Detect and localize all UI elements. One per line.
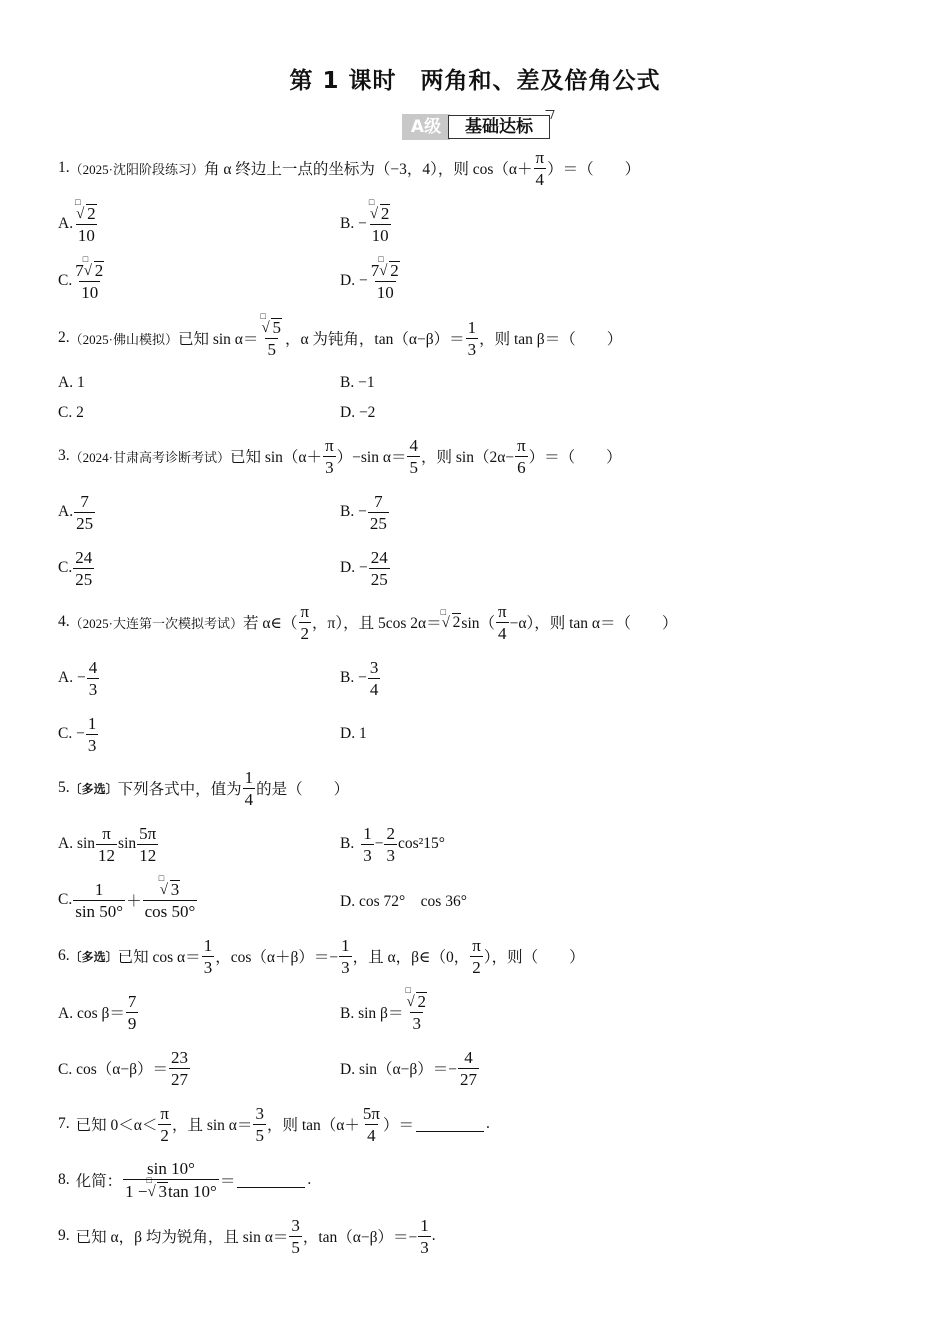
q9-text: . xyxy=(431,1227,436,1244)
option-label: A. xyxy=(58,503,74,520)
sqrt-2 xyxy=(405,985,427,1011)
frac xyxy=(404,985,429,1033)
q4-option-a xyxy=(58,656,100,700)
frac-den: 3 xyxy=(386,845,395,865)
frac-den: 3 xyxy=(467,339,477,359)
frac xyxy=(369,549,390,588)
sq-mark: □ xyxy=(146,1175,152,1185)
frac-den: 5 xyxy=(409,457,418,477)
frac-den: 3 xyxy=(341,957,350,977)
frac-den: 10 xyxy=(376,283,394,302)
option-label: B. − xyxy=(340,669,367,686)
frac-num: π xyxy=(325,435,334,455)
frac xyxy=(259,311,284,359)
frac-num: 2 xyxy=(386,823,395,843)
frac-den: 3 xyxy=(203,957,213,977)
question-9 xyxy=(58,1214,436,1258)
q6-text: ），则（ ） xyxy=(483,949,585,966)
frac xyxy=(73,549,94,588)
q1-option-d xyxy=(340,254,403,303)
frac xyxy=(73,254,106,302)
option-label: B. sin β＝ xyxy=(340,1005,404,1022)
option-text: cos²15° xyxy=(397,835,445,852)
frac xyxy=(407,437,420,476)
frac-den: 4 xyxy=(369,679,379,699)
q4-text: −α），则 tan α＝（ ） xyxy=(509,615,678,632)
q4-text: ，π），且 5cos 2α＝ xyxy=(312,615,442,632)
sqrt-2 xyxy=(82,254,105,280)
q2-text: ，则 tan β＝（ ） xyxy=(479,331,623,348)
sq-mark: □ xyxy=(158,873,165,883)
frac-den: 25 xyxy=(369,513,387,533)
frac xyxy=(158,1105,171,1144)
frac-den: 3 xyxy=(87,735,97,755)
q3-text: ，则 sin（2α− xyxy=(420,449,515,466)
frac xyxy=(361,825,374,864)
frac-den: 5 xyxy=(267,340,276,359)
frac-num: 23 xyxy=(171,1047,188,1067)
option-text: ＋ xyxy=(126,893,142,910)
q4-source: （2025·大连第一次模拟考试） xyxy=(69,615,243,631)
question-4 xyxy=(58,600,678,644)
option-label: C. cos（α−β）＝ xyxy=(58,1061,168,1078)
frac xyxy=(515,437,528,476)
q8-text: 化简： xyxy=(75,1173,123,1190)
q9-text: ，tan（α−β）＝− xyxy=(302,1229,418,1246)
q3-option-b xyxy=(340,490,390,534)
frac-den: 9 xyxy=(127,1013,137,1033)
frac-num: 5π xyxy=(362,1103,380,1123)
sq-mark: □ xyxy=(260,311,266,321)
frac-num: 1 xyxy=(94,879,104,899)
frac-num: 24 xyxy=(370,547,388,567)
frac-den: 2 xyxy=(160,1125,169,1145)
q5-option-b xyxy=(340,822,445,866)
frac-den: 4 xyxy=(367,1125,376,1145)
frac-den: 3 xyxy=(412,1014,421,1033)
q3-option-d xyxy=(340,546,391,590)
frac-num: 1 xyxy=(203,935,213,955)
frac xyxy=(74,493,95,532)
frac-den: 25 xyxy=(76,513,94,533)
q7-number: 7. xyxy=(58,1115,70,1132)
frac xyxy=(369,254,402,302)
q2-option-d: D. −2 xyxy=(340,404,376,421)
option-label: B. − xyxy=(340,503,367,520)
option-label: C. xyxy=(58,272,73,289)
q4-number: 4. xyxy=(58,613,70,630)
sqrt-icon: √ xyxy=(76,206,85,222)
frac-num: π xyxy=(472,935,481,955)
frac xyxy=(368,197,393,245)
option-label: A. xyxy=(58,215,74,232)
sqrt-icon: √ xyxy=(406,994,415,1010)
q8-text: ＝ xyxy=(219,1173,236,1190)
q7-text: ）＝ xyxy=(382,1117,414,1134)
frac-den: 2 xyxy=(300,623,309,643)
sq-mark: □ xyxy=(82,254,89,264)
frac-den: 5 xyxy=(255,1125,264,1145)
frac-num: 3 xyxy=(255,1103,264,1123)
sqrt-icon: √ xyxy=(261,320,270,336)
option-label: A. sin xyxy=(58,835,96,852)
den-part: tan 10° xyxy=(167,1182,217,1201)
q6-text: ，cos（α＋β）＝− xyxy=(215,949,339,966)
question-3 xyxy=(58,434,622,478)
radicand: 5 xyxy=(272,318,281,337)
q4-option-d: D. 1 xyxy=(340,725,367,742)
sqrt-icon: √ xyxy=(379,263,388,279)
frac xyxy=(169,1049,190,1088)
q2-option-a: A. 1 xyxy=(58,374,85,391)
option-label: B. xyxy=(340,835,355,852)
radicand: 3 xyxy=(158,1182,167,1201)
radicand: 2 xyxy=(380,204,390,223)
option-text: − xyxy=(374,835,384,852)
q1-option-a xyxy=(58,197,100,246)
frac xyxy=(202,937,215,976)
q7-text: 已知 0＜α＜ xyxy=(75,1117,158,1134)
option-label: B. − xyxy=(340,215,367,232)
radicand: 3 xyxy=(170,880,180,899)
frac xyxy=(361,1105,382,1144)
frac xyxy=(123,1160,219,1200)
sq-mark: □ xyxy=(368,197,375,207)
frac-den: 12 xyxy=(139,845,157,865)
q7-text: . xyxy=(485,1115,490,1132)
frac-num: 7 xyxy=(127,991,137,1011)
q2-option-b: B. −1 xyxy=(340,374,375,391)
q9-number: 9. xyxy=(58,1227,70,1244)
option-label: C. − xyxy=(58,725,85,742)
frac xyxy=(458,1049,479,1088)
q1-text: 角 α 终边上一点的坐标为（−3，4），则 cos（α＋ xyxy=(203,161,533,178)
frac xyxy=(289,1217,302,1256)
frac xyxy=(243,769,256,808)
q6-text: 已知 cos α＝ xyxy=(117,949,201,966)
question-5 xyxy=(58,766,349,810)
frac xyxy=(339,937,352,976)
page-title: 第 1 课时 两角和、差及倍角公式 xyxy=(289,68,661,94)
q3-text: ）＝（ ） xyxy=(528,449,622,466)
frac xyxy=(137,825,158,864)
frac xyxy=(96,825,117,864)
sqrt-3 xyxy=(158,873,181,899)
frac-num: 4 xyxy=(88,657,98,677)
frac-num: 4 xyxy=(409,435,418,455)
frac-den: 6 xyxy=(517,457,526,477)
q1-frac-pi-4 xyxy=(534,149,547,188)
radicand: 2 xyxy=(417,992,426,1011)
question-7 xyxy=(58,1102,490,1146)
radicand: 2 xyxy=(452,613,461,631)
question-1 xyxy=(58,146,640,190)
frac-den: 10 xyxy=(77,226,95,245)
frac-den: 25 xyxy=(75,569,93,589)
frac-num: 1 xyxy=(467,317,477,337)
answer-blank[interactable] xyxy=(237,1173,305,1188)
q5-multi-tag: 〔多选〕 xyxy=(69,781,118,796)
frac-den: 10 xyxy=(371,226,389,245)
q2-source: （2025·佛山模拟） xyxy=(69,331,178,347)
frac xyxy=(496,603,509,642)
q6-option-d xyxy=(340,1046,480,1090)
q6-number: 6. xyxy=(58,947,70,964)
coef: 7 xyxy=(370,261,380,280)
frac-num: 3 xyxy=(369,657,379,677)
q5-text: 下列各式中，值为 xyxy=(117,781,242,798)
frac-den: 12 xyxy=(98,845,116,865)
frac xyxy=(368,493,389,532)
frac-num: 7 xyxy=(374,491,383,511)
frac xyxy=(253,1105,266,1144)
q4-text: sin（ xyxy=(461,615,495,632)
q3-number: 3. xyxy=(58,447,70,464)
frac-den: 3 xyxy=(325,457,334,477)
q8-number: 8. xyxy=(58,1171,70,1188)
sq-mark: □ xyxy=(378,254,384,264)
q5-option-c xyxy=(58,873,198,922)
sq-mark: □ xyxy=(75,197,81,207)
sqrt-2 xyxy=(75,197,97,223)
frac-num: 1 xyxy=(87,713,97,733)
frac-den: 4 xyxy=(244,789,254,809)
frac-num: 7 xyxy=(80,491,89,511)
q7-text: ，则 tan（α＋ xyxy=(266,1117,360,1134)
den-part: 1 − xyxy=(125,1182,148,1201)
frac-den: 5 xyxy=(291,1237,300,1257)
question-6 xyxy=(58,934,585,978)
option-label: D. − xyxy=(340,559,368,576)
q5-number: 5. xyxy=(58,779,70,796)
frac-den: 27 xyxy=(460,1069,478,1089)
frac xyxy=(384,825,397,864)
sqrt-icon: √ xyxy=(159,882,168,898)
frac-num: 1 xyxy=(244,767,254,787)
frac xyxy=(126,993,139,1032)
frac-den: 3 xyxy=(88,679,98,699)
q6-text: ，且 α，β∈（0， xyxy=(352,949,470,966)
answer-blank[interactable] xyxy=(416,1117,484,1132)
option-label: A. − xyxy=(58,669,86,686)
frac xyxy=(298,603,311,642)
frac xyxy=(470,937,483,976)
coef: 7 xyxy=(75,261,84,280)
q3-option-c xyxy=(58,546,95,590)
question-8 xyxy=(58,1158,311,1202)
frac-den: 3 xyxy=(363,845,372,865)
q3-option-a xyxy=(58,490,96,534)
option-text: sin xyxy=(118,835,137,852)
q6-multi-tag: 〔多选〕 xyxy=(69,949,118,964)
frac-den: 27 xyxy=(171,1069,188,1089)
frac-num: π xyxy=(102,823,111,843)
q5-text: 的是（ ） xyxy=(256,781,350,798)
sqrt-2 xyxy=(440,606,462,632)
q5-option-d: D. cos 72° cos 36° xyxy=(340,893,467,910)
frac-num: 3 xyxy=(291,1215,300,1235)
frac-num: π xyxy=(498,601,507,621)
frac-den: 4 xyxy=(498,623,507,643)
q3-source: （2024·甘肃高考诊断考试） xyxy=(69,449,230,465)
q3-text: ）−sin α＝ xyxy=(336,449,407,466)
frac xyxy=(368,659,381,698)
sq-mark: □ xyxy=(440,606,447,617)
frac-den: cos 50° xyxy=(144,902,196,921)
q6-option-b xyxy=(340,985,430,1034)
q4-option-c xyxy=(58,712,99,756)
frac-den: 10 xyxy=(81,283,99,302)
frac-num: 5π xyxy=(139,823,157,843)
frac-num: 1 xyxy=(341,935,350,955)
q1-option-c xyxy=(58,254,107,303)
sqrt-icon: √ xyxy=(441,614,450,631)
q4-text: 若 α∈（ xyxy=(242,615,298,632)
option-label: A. cos β＝ xyxy=(58,1005,125,1022)
level-badge-level: A级 xyxy=(402,114,450,140)
frac xyxy=(74,197,99,245)
sq-mark: □ xyxy=(405,985,411,995)
q2-text: 已知 sin α＝ xyxy=(177,331,259,348)
frac-den: 2 xyxy=(472,957,481,977)
sqrt-icon: √ xyxy=(83,263,92,279)
radicand: 2 xyxy=(87,204,96,223)
option-label: D. − xyxy=(340,272,368,289)
option-label: D. sin（α−β）＝− xyxy=(340,1061,458,1078)
frac xyxy=(86,715,99,754)
radicand: 2 xyxy=(390,261,399,280)
q7-text: ，且 sin α＝ xyxy=(171,1117,253,1134)
q6-option-c xyxy=(58,1046,191,1090)
frac xyxy=(323,437,336,476)
frac-num: 4 xyxy=(464,1047,473,1067)
frac-den: 3 xyxy=(420,1237,429,1257)
frac xyxy=(466,319,479,358)
q1-number: 1. xyxy=(58,159,70,176)
frac xyxy=(73,881,125,920)
frac-num: π xyxy=(300,601,310,621)
q2-option-c: C. 2 xyxy=(58,404,84,421)
sqrt-3 xyxy=(146,1175,168,1201)
frac-num: sin 10° xyxy=(147,1159,195,1178)
q6-option-a xyxy=(58,990,139,1034)
q2-text: ，α 为钝角，tan（α−β）＝ xyxy=(284,331,465,348)
q1-text-end: ）＝（ ） xyxy=(547,161,641,178)
frac-den: sin 50° xyxy=(75,901,124,921)
q2-number: 2. xyxy=(58,329,70,346)
q1-option-b xyxy=(340,197,393,246)
q8-text: . xyxy=(307,1171,312,1188)
badge-corner-icon xyxy=(542,110,554,119)
frac-num: 1 xyxy=(363,823,372,843)
q3-text: 已知 sin（α＋ xyxy=(229,449,323,466)
option-label: C. xyxy=(58,559,73,576)
level-badge-label: 基础达标 xyxy=(448,115,550,139)
q5-option-a xyxy=(58,822,159,866)
q1-source: （2025·沈阳阶段练习） xyxy=(69,161,204,177)
frac xyxy=(418,1217,431,1256)
question-2 xyxy=(58,311,623,360)
frac xyxy=(143,873,198,921)
frac-num: 1 xyxy=(420,1215,429,1235)
frac-num: 24 xyxy=(75,547,93,567)
radicand: 2 xyxy=(94,261,104,280)
sqrt-2 xyxy=(368,197,391,223)
frac xyxy=(87,659,100,698)
frac-num: π xyxy=(535,147,545,167)
frac-num: π xyxy=(160,1103,169,1123)
sqrt-5 xyxy=(260,311,282,337)
option-label: C. xyxy=(58,891,73,908)
sqrt-2 xyxy=(378,254,400,280)
q9-text: 已知 α，β 均为锐角，且 sin α＝ xyxy=(75,1229,289,1246)
frac-num: π xyxy=(517,435,526,455)
sqrt-icon: √ xyxy=(369,206,379,222)
q4-option-b xyxy=(340,656,381,700)
frac-den: 4 xyxy=(535,169,545,189)
frac-den: 25 xyxy=(370,569,388,589)
sqrt-icon: √ xyxy=(147,1184,156,1200)
